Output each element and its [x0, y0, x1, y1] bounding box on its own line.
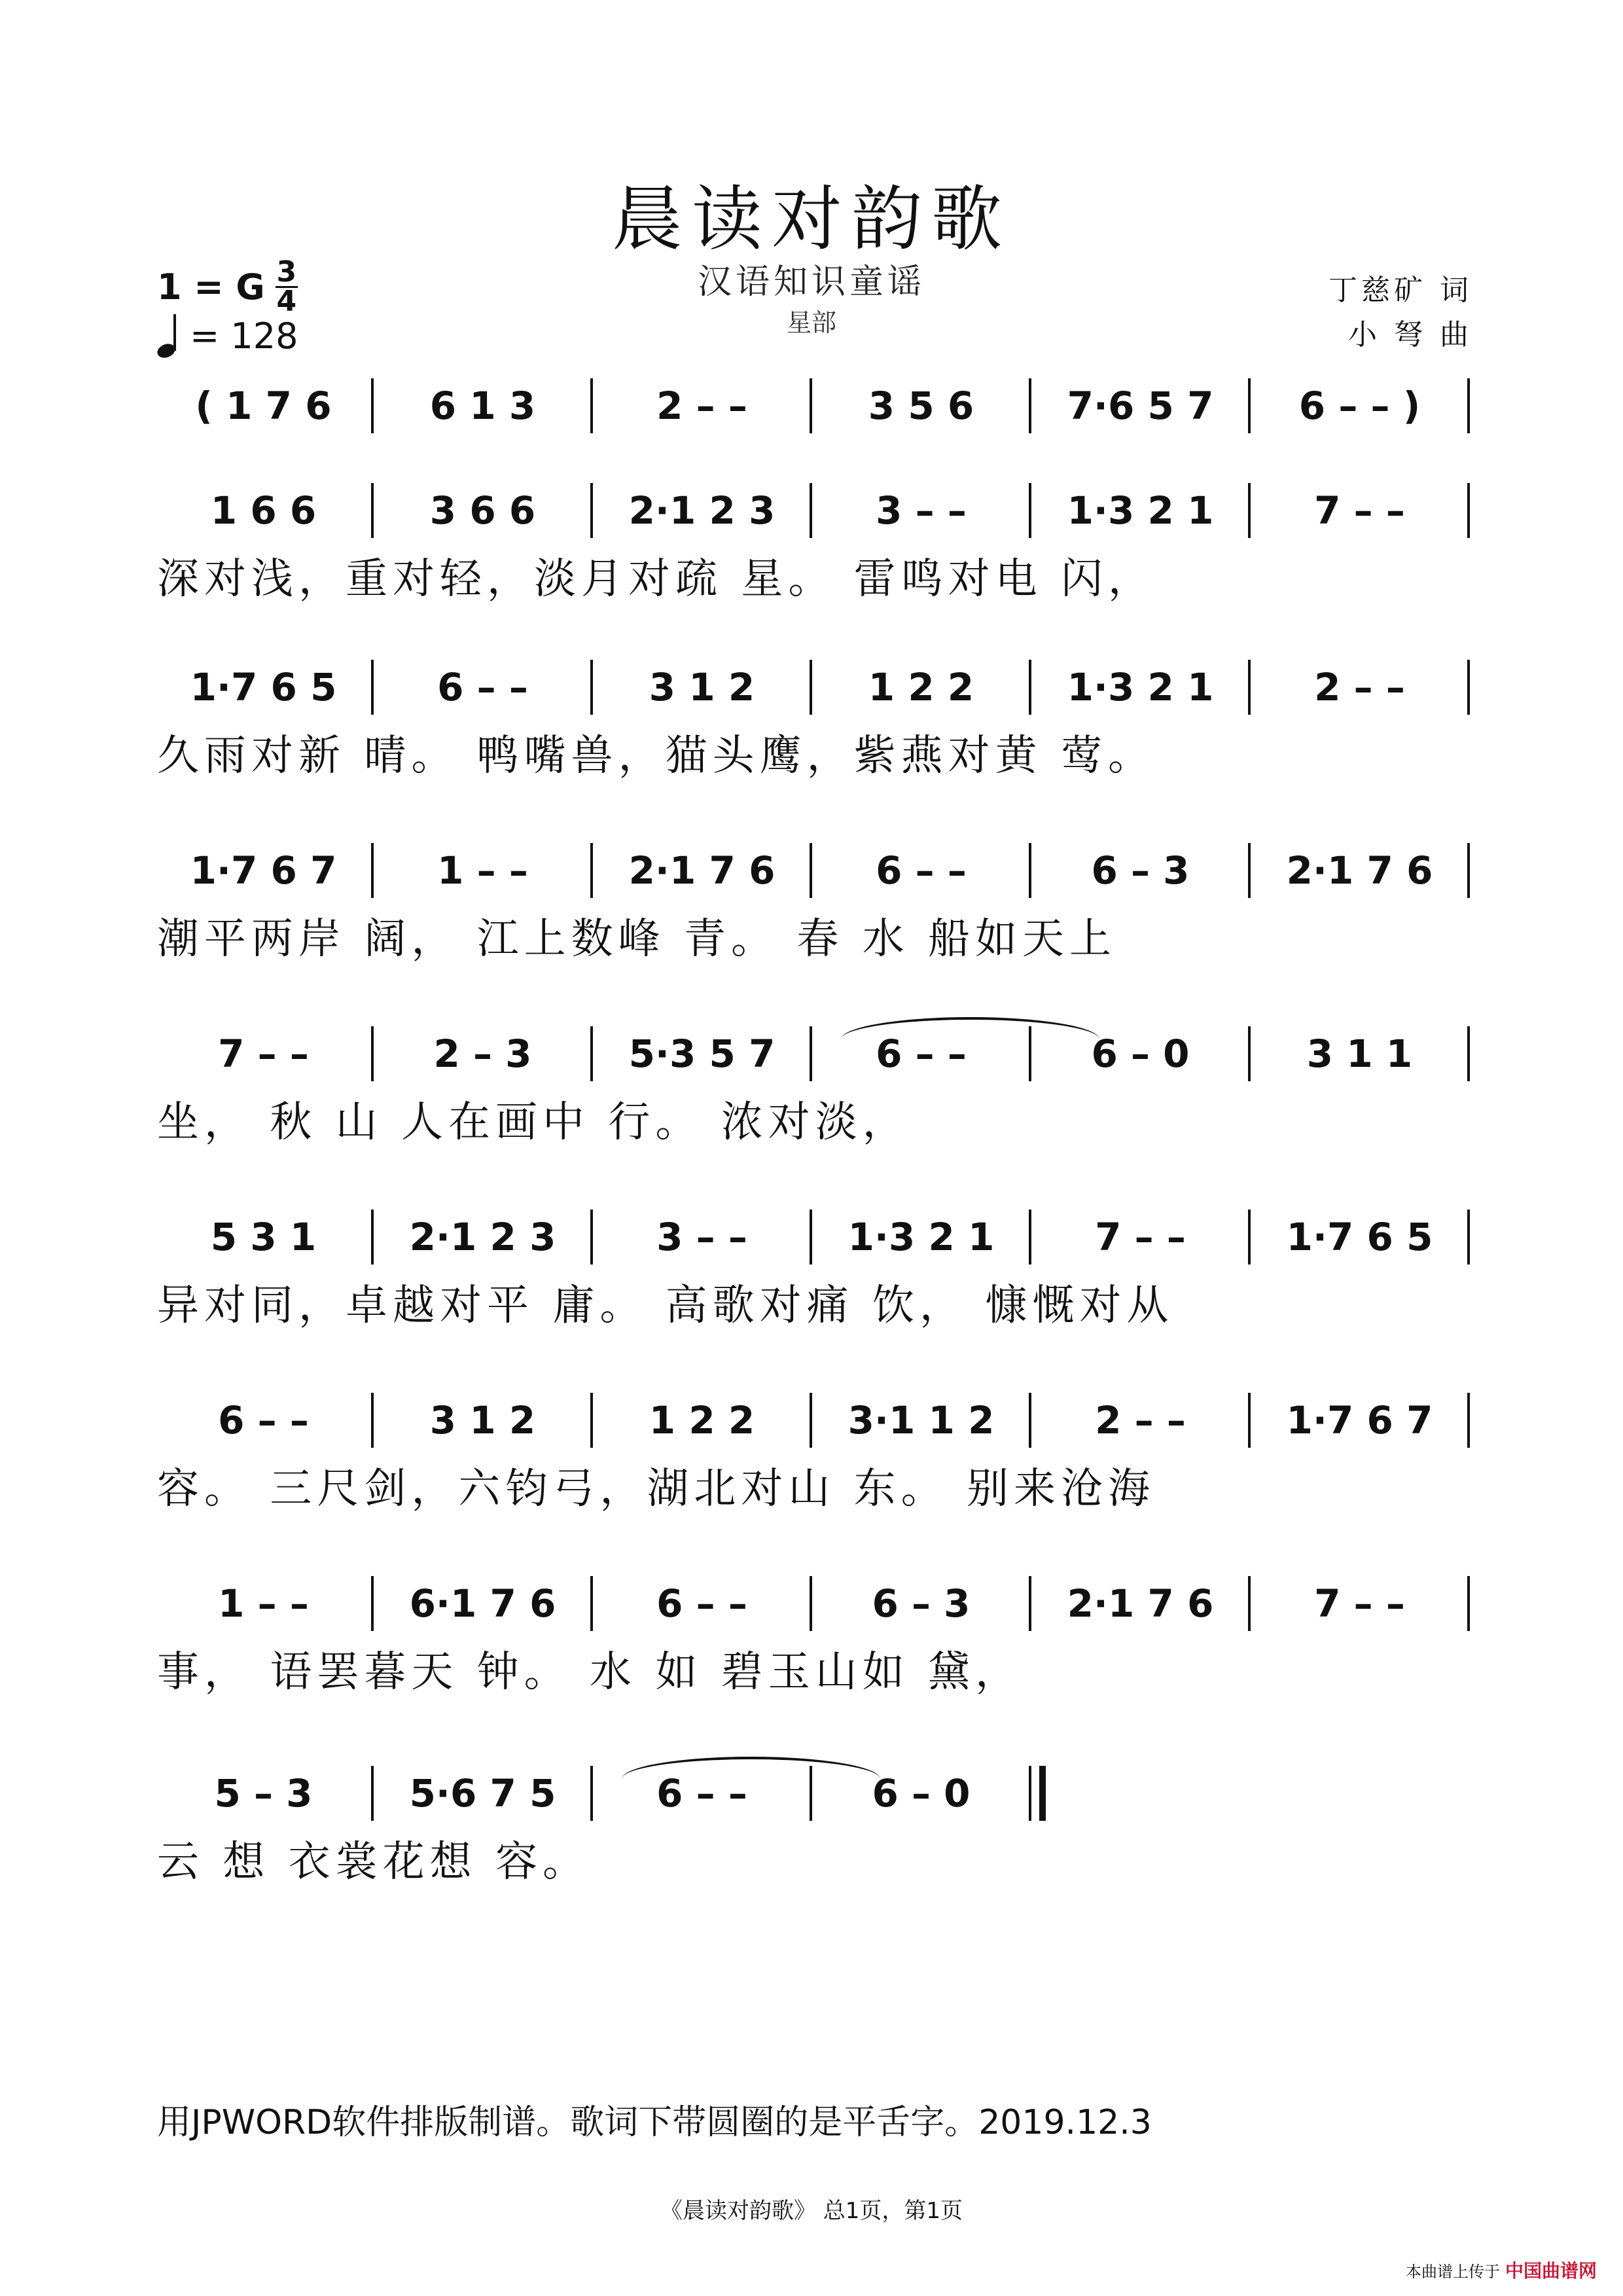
final-barline — [1029, 1766, 1046, 1821]
barline — [810, 843, 812, 898]
barline — [1467, 378, 1470, 433]
measure: ( 1 7 6 — [195, 384, 332, 428]
score-row — [157, 471, 1472, 609]
composer-credit: 小 弩 曲 — [1348, 318, 1472, 351]
lyrics-line: 容。 三尺剑，六钧弓，湖北对山 东。 别来沧海 — [157, 1465, 1156, 1513]
measure: 7·6 5 7 — [1067, 384, 1214, 428]
barline — [590, 1393, 593, 1448]
measure: 1·7 6 7 — [1286, 1398, 1433, 1443]
barline — [1248, 1210, 1251, 1265]
measure: 6 – – — [656, 1771, 747, 1816]
barline — [371, 1576, 374, 1631]
measure: 2 – – — [1095, 1398, 1186, 1443]
barline — [810, 1026, 812, 1081]
lyrics-line: 久雨对新 晴。 鸭嘴兽，猫头鹰，紫燕对黄 莺。 — [157, 732, 1156, 780]
lyrics-line: 深对浅，重对轻，淡月对疏 星。 雷鸣对电 闪， — [157, 555, 1156, 603]
measure: 2 – – — [656, 384, 747, 428]
score-row — [157, 1564, 1472, 1702]
lyrics-line: 潮平两岸 阔， 江上数峰 青。 春 水 船如天上 — [157, 915, 1117, 963]
barline — [590, 1026, 593, 1081]
barline — [590, 660, 593, 715]
measure: 1 – – — [437, 848, 528, 893]
barline — [371, 1766, 374, 1821]
barline — [371, 843, 374, 898]
measure: 7 – – — [1095, 1215, 1186, 1259]
barline — [810, 1576, 812, 1631]
measure: 3 6 6 — [429, 488, 536, 533]
notation-line — [157, 831, 1472, 910]
barline — [590, 1766, 593, 1821]
measure: 6·1 7 6 — [409, 1581, 556, 1626]
tempo-value: = 128 — [190, 315, 298, 357]
barline — [371, 378, 374, 433]
notation-line — [157, 471, 1472, 550]
lyrics-line: 事， 语罢暮天 钟。 水 如 碧玉山如 黛， — [157, 1648, 1023, 1696]
barline — [371, 483, 374, 538]
measure: 2·1 2 3 — [409, 1215, 556, 1259]
key-signature-line — [157, 255, 298, 318]
measure: 7 – – — [1314, 488, 1405, 533]
barline — [590, 1576, 593, 1631]
measure: 1·3 2 1 — [1067, 665, 1214, 709]
measure: 6 – – — [876, 1031, 967, 1076]
measure: 6 – 3 — [872, 1581, 971, 1626]
song-subtitle: 汉语知识童谣 — [697, 262, 925, 302]
barline — [810, 1210, 812, 1265]
measure: 6 – 3 — [1091, 848, 1190, 893]
barline — [1029, 843, 1031, 898]
measure: 2·1 2 3 — [628, 488, 776, 533]
measure: 6 – – — [437, 665, 528, 709]
barline — [590, 1210, 593, 1265]
barline — [1248, 660, 1251, 715]
notation-line — [157, 648, 1472, 726]
notation-line — [157, 1564, 1472, 1643]
barline — [1467, 660, 1470, 715]
measure: 1·3 2 1 — [1067, 488, 1214, 533]
measure: 6 – – — [876, 848, 967, 893]
tempo-line — [157, 314, 298, 357]
measure: 5·6 7 5 — [409, 1771, 556, 1816]
time-signature-bottom: 4 — [276, 284, 297, 318]
notation-line — [157, 367, 1472, 445]
credits-block — [1329, 268, 1472, 357]
song-title: 晨读对韵歌 — [611, 179, 1011, 260]
key-signature: 1 = G — [157, 266, 265, 308]
notation-line — [157, 1754, 1472, 1833]
measure: 3 – – — [876, 488, 967, 533]
measure: 1·7 6 5 — [1286, 1215, 1433, 1259]
barline — [1467, 843, 1470, 898]
measure: 3 1 2 — [429, 1398, 536, 1443]
site-logo: 中国曲谱网 — [1505, 2260, 1597, 2282]
measure: 2·1 7 6 — [1286, 848, 1433, 893]
measure: 5·3 5 7 — [628, 1031, 776, 1076]
lyricist-credit: 丁慈矿 词 — [1329, 274, 1472, 307]
time-signature — [276, 255, 298, 318]
score-row — [157, 1014, 1472, 1152]
barline — [371, 1026, 374, 1081]
measure: 5 3 1 — [210, 1215, 317, 1259]
score-row — [157, 648, 1472, 785]
measure: 2 – – — [1314, 665, 1405, 709]
measure: 1 2 2 — [868, 665, 974, 709]
time-signature-top: 3 — [276, 255, 297, 289]
measure: 7 – – — [1314, 1581, 1405, 1626]
measure: 1·7 6 7 — [190, 848, 337, 893]
barline — [590, 843, 593, 898]
measure: 2·1 7 6 — [628, 848, 776, 893]
measure: 6 – – — [218, 1398, 309, 1443]
measure: 3 1 2 — [649, 665, 755, 709]
barline — [1248, 843, 1251, 898]
upload-text: 本曲谱上传于 — [1405, 2262, 1500, 2281]
measure: 3 – – — [656, 1215, 747, 1259]
measure: 6 – – ) — [1298, 384, 1421, 428]
measure: 1 2 2 — [649, 1398, 755, 1443]
score-row — [157, 1381, 1472, 1518]
measure: 3 1 1 — [1306, 1031, 1413, 1076]
page-info: 《晨读对韵歌》 总1页，第1页 — [660, 2198, 963, 2224]
barline — [1467, 1393, 1470, 1448]
barline — [810, 660, 812, 715]
barline — [371, 660, 374, 715]
measure: 2 – 3 — [433, 1031, 532, 1076]
score-row — [157, 1198, 1472, 1335]
barline — [1029, 1393, 1031, 1448]
barline — [1248, 483, 1251, 538]
notation-line — [157, 1014, 1472, 1093]
barline — [1467, 1210, 1470, 1265]
measure: 1 6 6 — [210, 488, 317, 533]
measure: 7 – – — [218, 1031, 309, 1076]
barline — [1467, 1026, 1470, 1081]
barline — [1029, 1576, 1031, 1631]
barline — [1248, 1026, 1251, 1081]
quarter-note-icon — [157, 314, 183, 357]
measure: 1·7 6 5 — [190, 665, 337, 709]
measure: 6 1 3 — [429, 384, 536, 428]
barline — [1029, 1210, 1031, 1265]
barline — [371, 1393, 374, 1448]
lyrics-line: 云 想 衣裳花想 容。 — [157, 1838, 590, 1886]
barline — [1467, 1576, 1470, 1631]
measure: 6 – 0 — [1091, 1031, 1190, 1076]
barline — [1467, 483, 1470, 538]
key-tempo-block — [157, 255, 298, 357]
footer-note: 用JPWORD软件排版制谱。歌词下带圆圈的是平舌字。2019.12.3 — [157, 2103, 1152, 2142]
measure: 1 – – — [218, 1581, 309, 1626]
measure: 6 – – — [656, 1581, 747, 1626]
barline — [1029, 483, 1031, 538]
lyrics-line: 坐， 秋 山 人在画中 行。 浓对淡， — [157, 1098, 910, 1147]
barline — [1248, 1393, 1251, 1448]
barline — [590, 378, 593, 433]
lyrics-line: 异对同，卓越对平 庸。 高歌对痛 饮， 慷慨对从 — [157, 1282, 1174, 1330]
barline — [371, 1210, 374, 1265]
notation-line — [157, 1381, 1472, 1460]
barline — [810, 483, 812, 538]
barline — [810, 378, 812, 433]
barline — [1029, 378, 1031, 433]
measure: 6 – 0 — [872, 1771, 971, 1816]
notation-line — [157, 1198, 1472, 1276]
measure: 3·1 1 2 — [847, 1398, 995, 1443]
score-row — [157, 831, 1472, 969]
measure: 5 – 3 — [214, 1771, 313, 1816]
arranger-label: 星部 — [786, 308, 836, 337]
barline — [810, 1393, 812, 1448]
barline — [1248, 1576, 1251, 1631]
score-row — [157, 1754, 1472, 1892]
barline — [590, 483, 593, 538]
upload-credit — [1406, 2257, 1597, 2283]
barline — [1029, 660, 1031, 715]
barline — [1248, 378, 1251, 433]
measure: 1·3 2 1 — [847, 1215, 995, 1259]
measure: 2·1 7 6 — [1067, 1581, 1214, 1626]
measure: 3 5 6 — [868, 384, 974, 428]
